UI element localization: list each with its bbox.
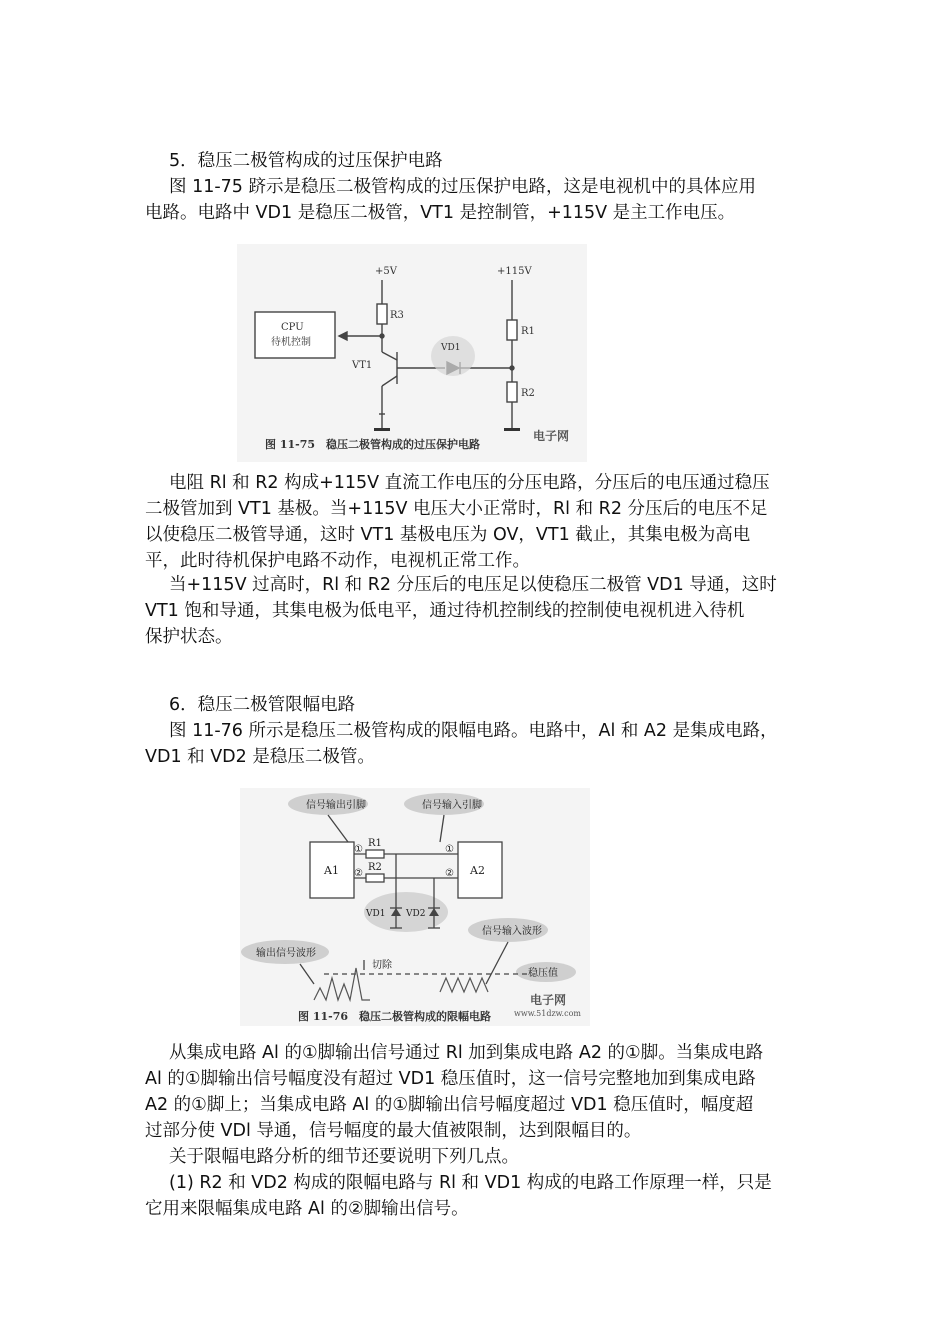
label-cut: 切除 bbox=[372, 960, 392, 971]
label-vd2: VD2 bbox=[406, 909, 426, 919]
section-6-note-intro: 关于限幅电路分析的细节还要说明下列几点。 bbox=[169, 1147, 519, 1167]
label-115v: +115V bbox=[497, 266, 532, 277]
label-r2: R2 bbox=[521, 388, 535, 399]
section-6-body: 从集成电路 Al 的①脚输出信号通过 Rl 加到集成电路 A2 的①脚。当集成电路 Al 的①脚输出信号幅度没有超过 VD1 稳压值时，这一信号完整地加到集成电路 A2 的①脚上；当集成电路 Al 的①脚输出信号幅度超过 VD1 稳压值时，幅度超 过部分使 VDl 导通，信号幅度的最大值被限制，达到限幅目的。 bbox=[145, 1043, 764, 1141]
section-5-heading: 5．稳压二极管构成的过压保护电路 bbox=[169, 151, 443, 171]
label-r3: R3 bbox=[390, 310, 404, 321]
label-r1: R1 bbox=[368, 838, 382, 849]
label-output-pin: 信号输出引脚 bbox=[306, 800, 366, 811]
overvoltage-circuit-diagram bbox=[237, 244, 587, 462]
label-a1-pin1: ① bbox=[354, 844, 363, 855]
label-a1: A1 bbox=[324, 864, 339, 877]
label-cpu: CPU bbox=[281, 322, 304, 333]
figure-11-76 bbox=[240, 788, 590, 1026]
label-input-pin: 信号输入引脚 bbox=[422, 800, 482, 811]
label-vd1: VD1 bbox=[441, 343, 461, 353]
label-input-waveform: 信号输入波形 bbox=[482, 926, 542, 937]
limiter-circuit-diagram bbox=[240, 788, 590, 1026]
label-vt1: VT1 bbox=[352, 360, 373, 371]
label-r1: R1 bbox=[521, 326, 535, 337]
figure-11-76-caption: 图 11-76 稳压二极管构成的限幅电路 bbox=[298, 1010, 492, 1023]
figure-11-75 bbox=[237, 244, 587, 462]
label-a2-pin1: ① bbox=[445, 844, 454, 855]
label-5v: +5V bbox=[375, 266, 397, 277]
label-output-waveform: 输出信号波形 bbox=[256, 948, 316, 959]
label-standby-control: 待机控制 bbox=[271, 337, 311, 348]
label-vd1: VD1 bbox=[366, 909, 386, 919]
label-a1-pin2: ② bbox=[354, 868, 363, 879]
watermark-url: www.51dzw.com bbox=[514, 1009, 581, 1018]
watermark-logo: 电子网 bbox=[533, 429, 570, 443]
label-regulated-value: 稳压值 bbox=[528, 968, 558, 979]
section-6-note-1: (1) R2 和 VD2 构成的限幅电路与 Rl 和 VD1 构成的电路工作原理一样，只是 它用来限幅集成电路 Al 的②脚输出信号。 bbox=[145, 1173, 772, 1219]
section-5-body-2: 当+115V 过高时，Rl 和 R2 分压后的电压足以使稳压二极管 VD1 导通，这时 VT1 饱和导通，其集电极为低电平，通过待机控制线的控制使电视机进入待机 保护状态。 bbox=[145, 575, 777, 647]
figure-11-75-caption: 图 11-75 稳压二极管构成的过压保护电路 bbox=[265, 438, 481, 451]
section-5-body: 电阻 Rl 和 R2 构成+115V 直流工作电压的分压电路，分压后的电压通过稳压 二极管加到 VT1 基极。当+115V 电压大小正常时，Rl 和 R2 分压后的电压不足 以使稳压二极管导通，这时 VT1 基极电压为 OV，VT1 截止，其集电极为高电 平，此时待机保护电路不动作，电视机正常工作。 bbox=[145, 473, 770, 571]
section-6-heading: 6．稳压二极管限幅电路 bbox=[169, 695, 356, 715]
watermark-logo: 电子网 bbox=[530, 993, 567, 1007]
section-5-intro: 图 11-75 跻示是稳压二极管构成的过压保护电路，这是电视机中的具体应用 电路。电路中 VD1 是稳压二极管，VT1 是控制管，+115V 是主工作电压。 bbox=[145, 177, 756, 223]
label-a2-pin2: ② bbox=[445, 868, 454, 879]
label-r2: R2 bbox=[368, 862, 382, 873]
label-a2: A2 bbox=[470, 864, 485, 877]
section-6-intro: 图 11-76 所示是稳压二极管构成的限幅电路。电路中，Al 和 A2 是集成电路， VD1 和 VD2 是稳压二极管。 bbox=[145, 721, 778, 767]
